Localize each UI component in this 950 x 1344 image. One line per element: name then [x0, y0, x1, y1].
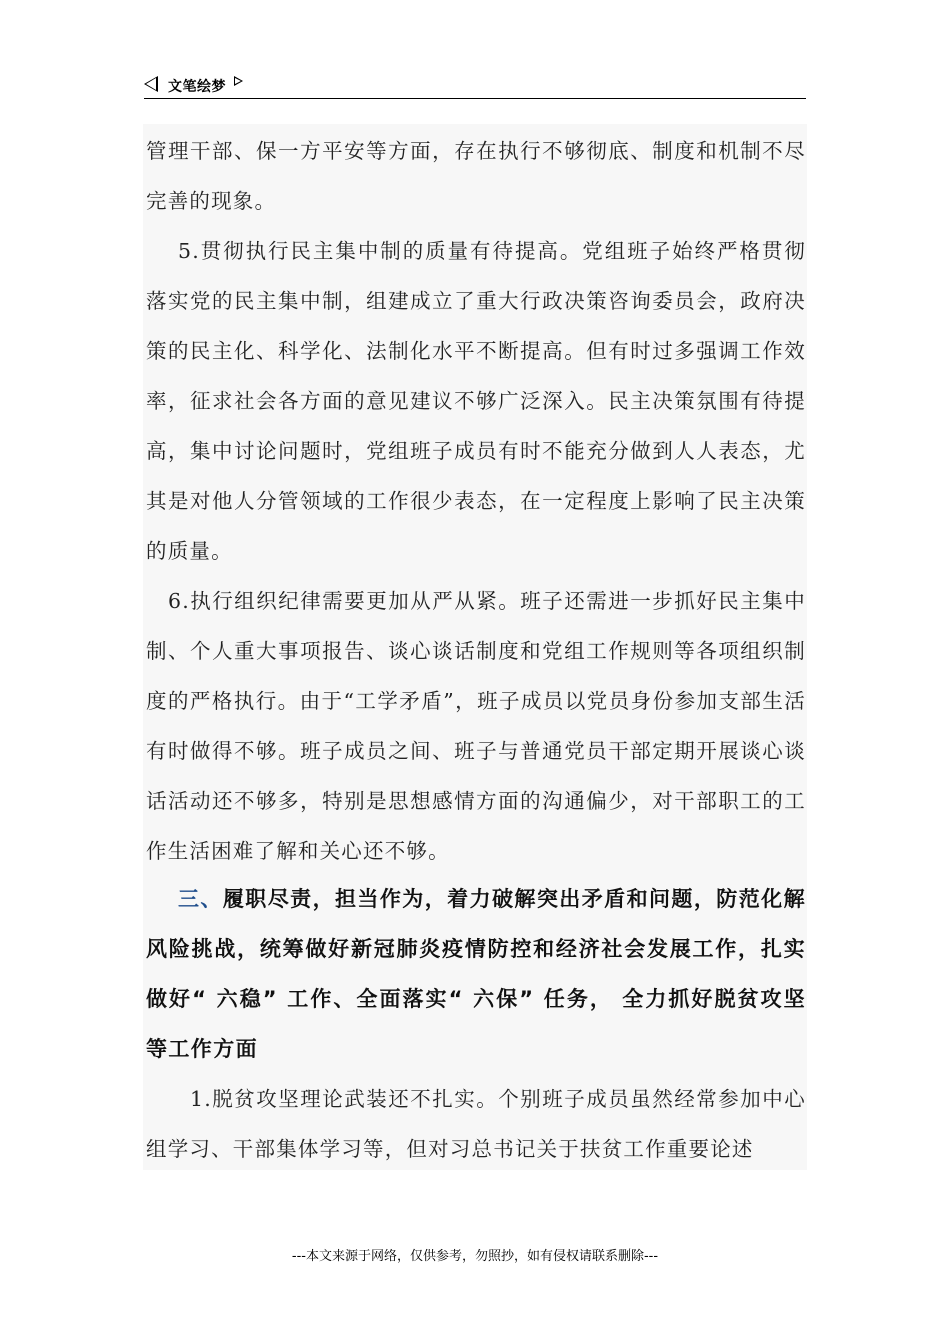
- page-header: [144, 72, 806, 99]
- right-triangle-icon: [234, 76, 243, 86]
- header-title: 文笔绘梦: [168, 79, 226, 95]
- page-footer: ---本文来源于网络，仅供参考，勿照抄，如有侵权请联系删除---: [291, 1249, 659, 1264]
- paragraph-item-6: 6.执行组织纪律需要更加从严从紧。班子还需进一步抓好民主集中制、个人重大事项报告、谈心谈话制度和党组工作规则等各项组织制度的严格执行。由于“工学矛盾”，班子成员以党员身份参加支部生活有时做得不够。班子成员之间、班子与普通党员干部定期开展谈心谈话活动还不够多，特别是思想感情方面的沟通偏少，对干部职工的工作生活困难了解和关心还不够。: [146, 589, 806, 863]
- section-heading-3: [146, 874, 806, 1074]
- left-triangle-icon: [144, 76, 158, 92]
- section-heading-text: 履职尽责，担当作为，着力破解突出矛盾和问题，防范化解风险挑战，统筹做好新冠肺炎疫情防控和经济社会发展工作，扎实做好“ 六稳” 工作、全面落实“ 六保” 任务， 全力抓好脱贫攻坚等工作方面: [146, 887, 806, 1061]
- paragraph-continued: 管理干部、保一方平安等方面，存在执行不够彻底、制度和机制不尽完善的现象。: [146, 139, 806, 213]
- section-heading-number: 三、: [178, 887, 223, 911]
- document-body: [143, 124, 807, 1170]
- paragraph-item-5: 5.贯彻执行民主集中制的质量有待提高。党组班子始终严格贯彻落实党的民主集中制，组建成立了重大行政决策咨询委员会，政府决策的民主化、科学化、法制化水平不断提高。但有时过多强调工作效率，征求社会各方面的意见建议不够广泛深入。民主决策氛围有待提高，集中讨论问题时，党组班子成员有时不能充分做到人人表态，尤其是对他人分管领域的工作很少表态，在一定程度上影响了民主决策的质量。: [146, 239, 806, 563]
- paragraph-item-1: 1.脱贫攻坚理论武装还不扎实。个别班子成员虽然经常参加中心组学习、干部集体学习等，但对习总书记关于扶贫工作重要论述: [146, 1087, 806, 1161]
